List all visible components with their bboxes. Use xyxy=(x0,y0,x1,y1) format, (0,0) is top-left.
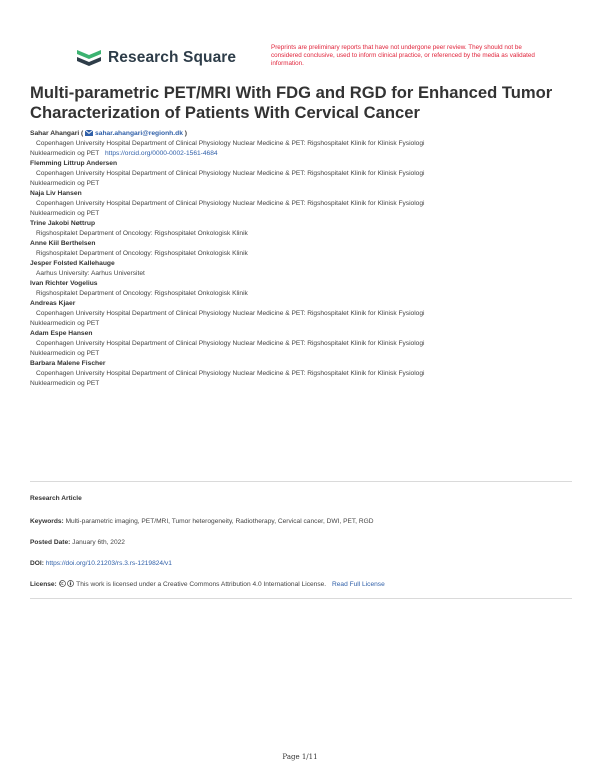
doi-link[interactable]: https://doi.org/10.21203/rs.3.rs-1219824/v1 xyxy=(45,560,172,567)
posted-date-row xyxy=(30,538,580,547)
author-block xyxy=(30,279,580,299)
author-block xyxy=(30,129,580,159)
logo-text: Research Square xyxy=(108,49,237,66)
author-affiliation-line2: Nuklearmedicin og PET xyxy=(30,350,100,357)
license-text: This work is licensed under a Creative Commons Attribution 4.0 International License. xyxy=(76,581,327,588)
article-type-label: Research Article xyxy=(30,495,82,502)
section-divider-bottom xyxy=(30,598,572,599)
author-affiliation: Rigshospitalet Department of Oncology: Rigshospitalet Onkologisk Klinik xyxy=(36,230,248,237)
author-affiliation: Copenhagen University Hospital Department of Clinical Physiology Nuclear Medicine & PET: Rigshospitalet Klinik for Klinisk Fysiologi xyxy=(36,340,425,347)
author-name: Anne Kiil Berthelsen xyxy=(30,240,96,247)
author-block xyxy=(30,189,580,219)
creative-commons-icon xyxy=(59,580,66,587)
read-full-license-link[interactable]: Read Full License xyxy=(331,581,385,588)
attribution-icon xyxy=(67,580,74,587)
paper-title: Multi-parametric PET/MRI With FDG and RGD for Enhanced Tumor Characterization of Patients With Cervical Cancer xyxy=(30,83,553,122)
section-divider xyxy=(30,481,572,482)
author-affiliation-line2: Nuklearmedicin og PET xyxy=(30,210,100,217)
author-affiliation: Copenhagen University Hospital Department of Clinical Physiology Nuclear Medicine & PET: Rigshospitalet Klinik for Klinisk Fysiologi xyxy=(36,310,425,317)
author-block xyxy=(30,359,580,389)
coauthor-list xyxy=(30,159,580,389)
orcid-link[interactable]: https://orcid.org/0000-0002-1561-4684 xyxy=(105,150,218,157)
keywords-value: Multi-parametric imaging, PET/MRI, Tumor heterogeneity, Radiotherapy, Cervical cancer, DWI, PET, RGD xyxy=(65,518,374,525)
author-name: Jesper Folsted Kallehauge xyxy=(30,260,115,267)
paren-open: ( xyxy=(81,130,84,137)
doi-row xyxy=(30,559,580,568)
research-square-logo[interactable] xyxy=(75,46,236,70)
author-name: Sahar Ahangari xyxy=(30,130,80,137)
author-affiliation: Rigshospitalet Department of Oncology: Rigshospitalet Onkologisk Klinik xyxy=(36,250,248,257)
author-affiliation-line2: Nuklearmedicin og PET xyxy=(30,380,100,387)
author-email-link[interactable]: sahar.ahangari@regionh.dk xyxy=(95,130,183,137)
article-type xyxy=(30,494,580,503)
page-number: Page 1/11 xyxy=(282,753,318,761)
affiliation-cont-text: Nuklearmedicin og PET xyxy=(30,150,100,157)
mail-icon xyxy=(85,130,93,136)
author-block xyxy=(30,219,580,239)
author-name: Adam Espe Hansen xyxy=(30,330,93,337)
author-block xyxy=(30,159,580,189)
author-block xyxy=(30,299,580,329)
author-affiliation: Copenhagen University Hospital Department of Clinical Physiology Nuclear Medicine & PET: Rigshospitalet Klinik for Klinisk Fysiologi xyxy=(36,140,425,147)
author-affiliation: Aarhus University: Aarhus Universitet xyxy=(36,270,145,277)
author-affiliation-line2: Nuklearmedicin og PET xyxy=(30,180,100,187)
keywords-label: Keywords: xyxy=(30,518,64,525)
preprint-notice: Preprints are preliminary reports that have not undergone peer review. They should not be considered conclusive, used to inform clinical practice, or referenced by the media as validated information. xyxy=(271,44,535,67)
author-name: Ivan Richter Vogelius xyxy=(30,280,98,287)
author-affiliation-line2: Nuklearmedicin og PET xyxy=(30,320,100,327)
author-list xyxy=(30,129,580,389)
author-name: Barbara Malene Fischer xyxy=(30,360,106,367)
author-affiliation: Copenhagen University Hospital Department of Clinical Physiology Nuclear Medicine & PET: Rigshospitalet Klinik for Klinisk Fysiologi xyxy=(36,200,425,207)
research-square-logo-icon xyxy=(75,46,103,70)
author-name: Trine Jakobi Nøttrup xyxy=(30,220,96,227)
author-block xyxy=(30,259,580,279)
license-label: License: xyxy=(30,581,57,588)
posted-date-label: Posted Date: xyxy=(30,539,71,546)
author-name: Flemming Littrup Andersen xyxy=(30,160,118,167)
author-block xyxy=(30,239,580,259)
author-block xyxy=(30,329,580,359)
paren-close: ) xyxy=(184,130,188,137)
author-name: Naja Liv Hansen xyxy=(30,190,82,197)
corresponding-author xyxy=(30,129,580,139)
author-affiliation-line2 xyxy=(30,149,580,159)
author-name: Andreas Kjaer xyxy=(30,300,76,307)
header xyxy=(75,44,535,84)
author-affiliation: Copenhagen University Hospital Department of Clinical Physiology Nuclear Medicine & PET: Rigshospitalet Klinik for Klinisk Fysiologi xyxy=(36,370,425,377)
author-affiliation: Copenhagen University Hospital Department of Clinical Physiology Nuclear Medicine & PET: Rigshospitalet Klinik for Klinisk Fysiologi xyxy=(36,170,425,177)
author-affiliation: Rigshospitalet Department of Oncology: Rigshospitalet Onkologisk Klinik xyxy=(36,290,248,297)
license-row xyxy=(30,580,580,589)
keywords-row xyxy=(30,517,580,526)
posted-date-value: January 6th, 2022 xyxy=(72,539,125,546)
doi-label: DOI: xyxy=(30,560,44,567)
